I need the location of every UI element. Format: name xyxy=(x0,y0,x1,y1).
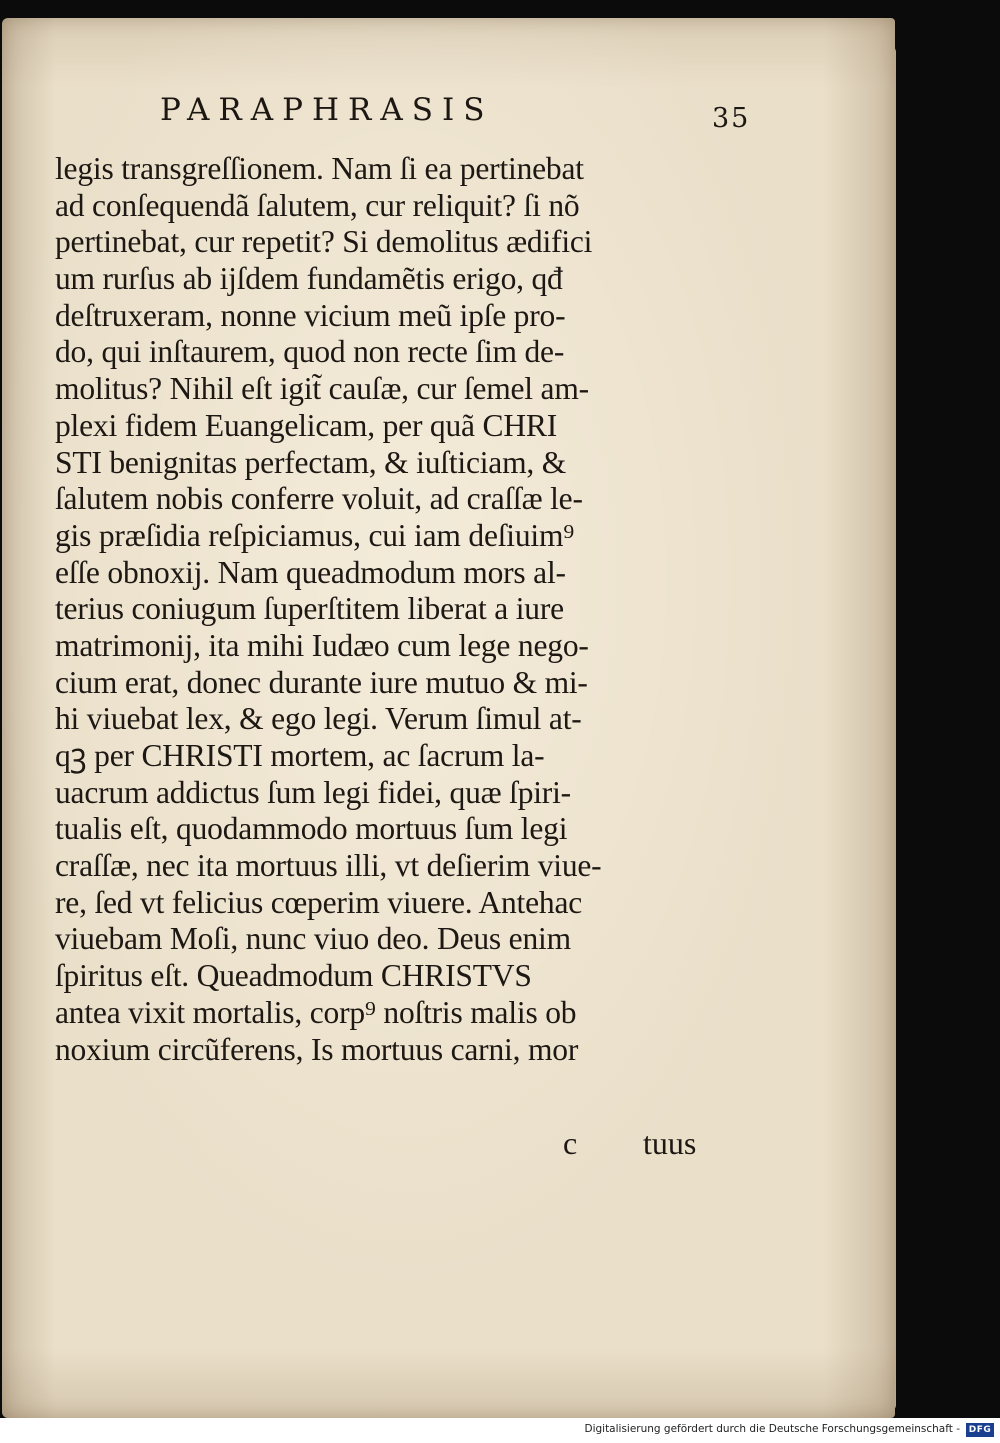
dfg-logo: DFG xyxy=(966,1423,994,1437)
text-line: tualis eſt, quodammodo mortuus ſum legi xyxy=(55,810,568,847)
text-line: terius coniugum ſuperſtitem liberat a iure xyxy=(55,590,564,627)
text-line: craſſæ, nec ita mortuus illi, vt deſierim viue- xyxy=(55,847,602,884)
text-line: antea vixit mortalis, corp⁹ noſtris malis ob xyxy=(55,993,577,1030)
text-block xyxy=(55,150,715,1067)
page-foot-marks xyxy=(55,1125,695,1161)
text-line: matrimonij, ita mihi Iudæo cum lege nego- xyxy=(55,626,589,663)
text-line: deſtruxeram, nonne vicium meũ ipſe pro- xyxy=(55,296,566,333)
text-line: legis transgreſſionem. Nam ſi ea pertinebat xyxy=(55,150,584,186)
text-line: viuebam Moſi, nunc viuo deo. Deus enim xyxy=(55,920,571,957)
text-line: qꝫ per CHRISTI mortem, ac ſacrum la- xyxy=(55,737,545,773)
text-line: hi viuebat lex, & ego legi. Verum ſimul at- xyxy=(55,700,582,737)
page-number: 35 xyxy=(712,103,751,134)
text-line: do, qui inſtaurem, quod non recte ſim de- xyxy=(55,333,565,370)
text-line: molitus? Nihil eſt igit̃ cauſæ, cur ſemel am- xyxy=(55,370,589,407)
text-line: STI benignitas perfectam, & iuſticiam, & xyxy=(55,443,567,480)
text-line: eſſe obnoxij. Nam queadmodum mors al- xyxy=(55,553,566,590)
running-head: PARAPHRASIS xyxy=(160,92,494,128)
text-line: noxium circũferens, Is mortuus carni, mor xyxy=(55,1030,579,1067)
text-line: re, ſed vt felicius cœperim viuere. Antehac xyxy=(55,883,583,920)
text-line: ad conſequendã ſalutem, cur reliquit? ſi nõ xyxy=(55,186,580,223)
text-line: plexi fidem Euangelicam, per quã CHRI xyxy=(55,406,558,443)
digitization-footer xyxy=(0,1418,1000,1443)
text-line: ſalutem nobis conferre voluit, ad craſſæ le- xyxy=(55,480,583,517)
text-line: gis præſidia reſpiciamus, cui iam deſiuim⁹ xyxy=(55,516,575,553)
text-line: ſpiritus eſt. Queadmodum CHRISTVS xyxy=(55,957,532,994)
catchword: tuus xyxy=(643,1125,697,1161)
text-line: cium erat, donec durante iure mutuo & mi- xyxy=(55,663,588,700)
footer-credit: Digitalisierung gefördert durch die Deutsche Forschungsgemeinschaft - xyxy=(584,1423,960,1435)
signature-mark: c xyxy=(563,1125,578,1161)
text-line: pertinebat, cur repetit? Si demolitus ædifici xyxy=(55,223,593,260)
text-line: um rurſus ab ijſdem fundamẽtis erigo, qđ xyxy=(55,260,563,297)
text-line: uacrum addictus ſum legi fidei, quæ ſpiri- xyxy=(55,773,571,810)
